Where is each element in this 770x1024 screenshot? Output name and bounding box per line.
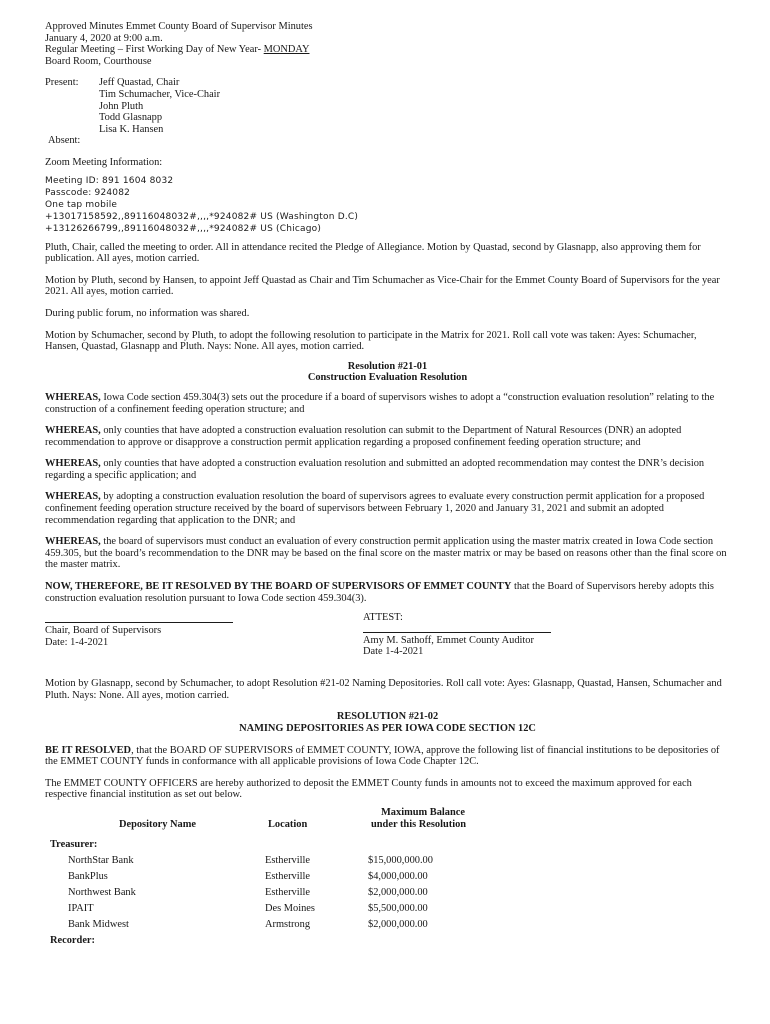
- whereas-clause: [45, 425, 730, 448]
- minutes-paragraph: Pluth, Chair, called the meeting to order. All in attendance recited the Pledge of Allegiance. Motion by Quastad, second by Glasnapp, also approving them for publication. All ayes, motion carried.: [45, 241, 701, 265]
- meeting-day: MONDAY: [263, 44, 310, 56]
- resolution-title: Construction Evaluation Resolution: [307, 372, 468, 384]
- depository-max: $15,000,000.00: [368, 855, 433, 867]
- depository-max: $2,000,000.00: [368, 887, 428, 899]
- present-label: Present:: [45, 77, 79, 89]
- present-member: Lisa K. Hansen: [99, 123, 164, 135]
- present-member: Jeff Quastad, Chair: [99, 77, 180, 89]
- resolved-bold: BE IT RESOLVED: [45, 744, 132, 756]
- present-member: John Pluth: [99, 100, 144, 112]
- depository-name: Bank Midwest: [68, 919, 129, 931]
- present-member: Tim Schumacher, Vice-Chair: [99, 88, 221, 100]
- whereas-text: the board of supervisors must conduct an evaluation of every construction permit application using the master matrix created in Iowa Code section 459.305, but the board’s recommendation to the DNR may be based on the final score on the master matrix or may be based on reasons other than the final score on the master matrix.: [45, 536, 727, 571]
- be-it-resolved-clause: [45, 745, 730, 768]
- depository-name: NorthStar Bank: [68, 855, 134, 867]
- header-max-balance: [368, 807, 511, 830]
- auditor-date: Date 1-4-2021: [363, 646, 424, 658]
- depository-location: Armstrong: [265, 919, 311, 931]
- whereas-text: only counties that have adopted a construction evaluation resolution can submit to the Department of Natural Resources (DNR) an adopted recommendation to approve or disapprove a construction permit application regarding a proposed confinement feeding operation structure; and: [45, 425, 682, 448]
- depository-location: Estherville: [265, 887, 311, 899]
- whereas-label: WHEREAS,: [45, 536, 101, 548]
- table-header-row: [50, 807, 511, 830]
- zoom-one-tap: One tap mobile: [45, 199, 118, 210]
- group-label-treasurer: Treasurer:: [50, 839, 98, 851]
- depository-name: BankPlus: [68, 871, 108, 883]
- header-location: Location: [268, 818, 308, 830]
- whereas-clause: [45, 392, 730, 415]
- zoom-passcode: Passcode: 924082: [45, 187, 131, 198]
- chair-title: Chair, Board of Supervisors: [45, 625, 162, 637]
- minutes-paragraph: Motion by Pluth, second by Hansen, to appoint Jeff Quastad as Chair and Tim Schumacher as Vice-Chair for the Emmet County Board of Supervisors for the year 2021. All ayes, motion carried.: [45, 274, 720, 298]
- whereas-clause: [45, 491, 730, 526]
- depository-max: $2,000,000.00: [368, 919, 428, 931]
- attendance-block: [45, 77, 730, 147]
- table-row: [50, 898, 511, 914]
- whereas-label: WHEREAS,: [45, 458, 101, 470]
- whereas-clause: [45, 536, 730, 571]
- depository-max: $4,000,000.00: [368, 871, 428, 883]
- meeting-date: January 4, 2020 at 9:00 a.m.: [45, 32, 163, 44]
- resolution-title: NAMING DEPOSITORIES AS PER IOWA CODE SECTION 12C: [239, 723, 536, 735]
- depository-max: $5,500,000.00: [368, 903, 428, 915]
- table-row: [50, 914, 511, 930]
- meeting-location: Board Room, Courthouse: [45, 55, 152, 67]
- auditor-name: Amy M. Sathoff, Emmet County Auditor: [363, 634, 534, 646]
- depository-location: Estherville: [265, 855, 311, 867]
- minutes-paragraph: During public forum, no information was shared.: [45, 307, 250, 319]
- motion-paragraph: Motion by Glasnapp, second by Schumacher, to adopt Resolution #21-02 Naming Depositories. Roll call vote: Ayes: Glasnapp, Quastad, Hansen, Schumacher and Pluth. Nays: None. All ayes, motion carried.: [45, 678, 722, 701]
- signature-block: [45, 612, 730, 672]
- header-max-balance-line2: under this Resolution: [371, 818, 467, 830]
- zoom-phone-chicago: +13126266799,,89116048032#,,,,*924082# US (Chicago): [45, 224, 322, 235]
- present-member: Todd Glasnapp: [99, 112, 163, 124]
- depository-location: Des Moines: [265, 903, 315, 915]
- whereas-text: only counties that have adopted a construction evaluation resolution and submitted an adopted recommendation may contest the DNR’s decision regarding a specific application; and: [45, 458, 705, 481]
- chair-date: Date: 1-4-2021: [45, 636, 109, 648]
- meeting-type-text: Regular Meeting – First Working Day of New Year-: [45, 44, 264, 56]
- table-row: [50, 850, 511, 866]
- table-row: [50, 882, 511, 898]
- zoom-phone-dc: +13017158592,,89116048032#,,,,*924082# US (Washington D.C): [45, 212, 359, 223]
- resolution-number: Resolution #21-01: [347, 360, 428, 372]
- whereas-label: WHEREAS,: [45, 491, 101, 503]
- officers-paragraph: The EMMET COUNTY OFFICERS are hereby authorized to deposit the EMMET County funds in amounts not to exceed the maximum approved for each respective financial institution as set out below.: [45, 777, 692, 801]
- minutes-paragraph: Motion by Schumacher, second by Pluth, to adopt the following resolution to participate in the Matrix for 2021. Roll call vote was taken: Ayes: Schumacher, Hansen, Quastad, Glasnapp and Pluth. Nays: None. All ayes, motion carried.: [45, 329, 697, 353]
- attest-label: ATTEST:: [363, 612, 403, 624]
- meeting-type: [45, 44, 730, 56]
- zoom-meeting-id: Meeting ID: 891 1604 8032: [45, 175, 174, 186]
- depository-location: Estherville: [265, 871, 311, 883]
- whereas-label: WHEREAS,: [45, 425, 101, 437]
- table-row: [50, 866, 511, 882]
- whereas-text: Iowa Code section 459.304(3) sets out the procedure if a board of supervisors wishes to adopt a “construction evaluation resolution” relating to the construction of a confinement feeding operation structure; and: [45, 391, 715, 415]
- whereas-text: by adopting a construction evaluation resolution the board of supervisors agrees to evaluate every construction permit application for a proposed confinement feeding operation structure received by the board of supervisors between February 1, 2020 and January 31, 2021 and submit an adopted recommendation regarding that application to the DNR; and: [45, 491, 705, 526]
- resolved-bold: NOW, THEREFORE, BE IT RESOLVED BY THE BOARD OF SUPERVISORS OF EMMET COUNTY: [45, 581, 512, 593]
- zoom-heading: Zoom Meeting Information:: [45, 156, 163, 168]
- absent-label: Absent:: [48, 135, 81, 147]
- document-title: Approved Minutes Emmet County Board of Supervisor Minutes: [45, 21, 313, 32]
- minutes-document: [45, 21, 730, 946]
- resolved-text: , that the BOARD OF SUPERVISORS of EMMET COUNTY, IOWA, approve the following list of financial institutions to be depositories of the EMMET COUNTY funds in conformance with all applicable provisions of Iowa Code Chapter 12C.: [45, 744, 720, 768]
- resolved-text: that the Board of Supervisors hereby adopts this construction evaluation resolution pursuant to Iowa Code section 459.304(3).: [45, 581, 714, 604]
- depository-table: [50, 807, 511, 946]
- group-label-recorder: Recorder:: [50, 935, 95, 947]
- resolution-number: RESOLUTION #21-02: [336, 711, 439, 723]
- whereas-clause: [45, 458, 730, 481]
- header-max-balance-line1: Maximum Balance: [381, 806, 465, 818]
- resolved-clause: [45, 581, 730, 604]
- depository-name: IPAIT: [68, 903, 94, 915]
- whereas-label: WHEREAS,: [45, 391, 101, 403]
- depository-name: Northwest Bank: [68, 887, 136, 899]
- chair-signature-line: [45, 612, 233, 623]
- header-depository-name: Depository Name: [118, 818, 197, 830]
